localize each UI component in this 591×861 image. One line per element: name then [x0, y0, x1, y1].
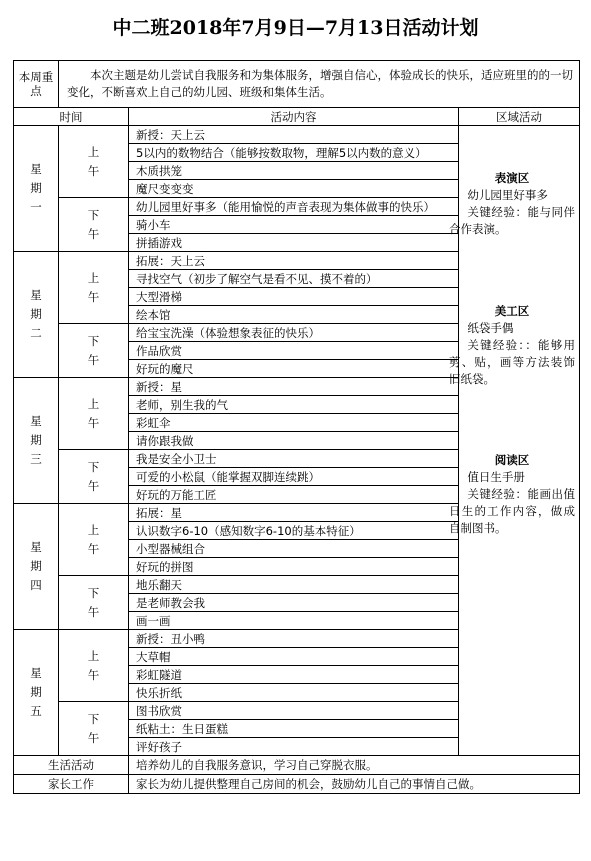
activity-cell: 好玩的万能工匠: [129, 486, 459, 504]
half-day-label-char: 午: [87, 352, 100, 367]
morning-label: [59, 504, 129, 576]
footer-label: 生活活动: [14, 756, 129, 775]
activity-cell: 骑小车: [129, 216, 459, 234]
activity-cell: 快乐折纸: [129, 684, 459, 702]
activity-cell: 新授：天上云: [129, 126, 459, 144]
area-name: 阅读区: [494, 453, 530, 467]
activity-cell: 地乐翻天: [129, 576, 459, 594]
morning-label: [59, 252, 129, 324]
area-key-experience: 关键经验：：能够用剪、贴，画等方法装饰旧纸袋。: [449, 338, 575, 386]
area-name: 表演区: [494, 171, 530, 185]
afternoon-label: [59, 702, 129, 756]
half-day-label-char: 下: [87, 585, 100, 600]
day-label-char: 一: [30, 200, 42, 214]
half-day-label-char: 午: [87, 478, 100, 493]
day-label-char: 二: [30, 326, 42, 340]
half-day-label-char: 午: [87, 163, 100, 178]
activity-cell: 请你跟我做: [129, 432, 459, 450]
day-label-char: 星: [30, 414, 42, 428]
day-label-char: 期: [30, 685, 42, 699]
area-key-experience: 关键经验：能画出值日生的工作内容，做成自制图书。: [449, 487, 575, 535]
day-label-thu: [14, 504, 59, 630]
morning-label: [59, 126, 129, 198]
footer-row: [14, 775, 580, 794]
activity-cell: 给宝宝洗澡（体验想象表征的快乐）: [129, 324, 459, 342]
focus-label: 本周重点: [14, 61, 59, 108]
afternoon-label: [59, 198, 129, 252]
area-key-experience: 关键经验：能与同伴合作表演。: [449, 205, 575, 236]
area-block: [449, 303, 575, 388]
activity-cell: 评好孩子: [129, 738, 459, 756]
afternoon-label: [59, 450, 129, 504]
activity-row: [14, 126, 580, 144]
activity-cell: 5以内的数物结合（能够按数取物，理解5以内数的意义）: [129, 144, 459, 162]
activity-cell: 大型滑梯: [129, 288, 459, 306]
day-label-char: 星: [30, 666, 42, 680]
half-day-label-char: 下: [87, 333, 100, 348]
half-day-label-char: 下: [87, 459, 100, 474]
footer-text: 培养幼儿的自我服务意识，学习自己穿脱衣服。: [129, 756, 580, 775]
half-day-label-char: 下: [87, 711, 100, 726]
area-activity: 纸袋手偶: [467, 321, 514, 335]
area-block: [449, 170, 575, 238]
footer-label: 家长工作: [14, 775, 129, 794]
day-label-char: 四: [30, 578, 42, 592]
area-block: [449, 452, 575, 537]
half-day-label-char: 上: [87, 522, 100, 537]
half-day-label-char: 上: [87, 648, 100, 663]
activity-cell: 是老师教会我: [129, 594, 459, 612]
half-day-label-char: 上: [87, 270, 100, 285]
half-day-label-char: 午: [87, 730, 100, 745]
half-day-label-char: 午: [87, 226, 100, 241]
activity-cell: 好玩的魔尺: [129, 360, 459, 378]
day-label-tue: [14, 252, 59, 378]
header-content: 活动内容: [129, 108, 459, 126]
day-label-fri: [14, 630, 59, 756]
half-day-label-char: 下: [87, 207, 100, 222]
day-label-char: 星: [30, 162, 42, 176]
day-label-char: 星: [30, 540, 42, 554]
area-activity: 值日生手册: [467, 470, 525, 484]
half-day-label-char: 上: [87, 396, 100, 411]
activity-cell: 绘本馆: [129, 306, 459, 324]
activity-cell: 图书欣赏: [129, 702, 459, 720]
activity-cell: 魔尺变变变: [129, 180, 459, 198]
activity-cell: 幼儿园里好事多（能用愉悦的声音表现为集体做事的快乐）: [129, 198, 459, 216]
activity-cell: 作品欣赏: [129, 342, 459, 360]
header-time: 时间: [14, 108, 129, 126]
header-area: 区域活动: [459, 108, 580, 126]
activity-cell: 新授：丑小鸭: [129, 630, 459, 648]
half-day-label-char: 上: [87, 144, 100, 159]
activity-cell: 拓展：星: [129, 504, 459, 522]
day-label-char: 期: [30, 433, 42, 447]
half-day-label-char: 午: [87, 541, 100, 556]
activity-cell: 大草帽: [129, 648, 459, 666]
activity-cell: 拓展：天上云: [129, 252, 459, 270]
day-label-mon: [14, 126, 59, 252]
area-activity: 幼儿园里好事多: [467, 188, 548, 202]
activity-cell: 画一画: [129, 612, 459, 630]
activity-cell: 可爱的小松鼠（能掌握双脚连续跳）: [129, 468, 459, 486]
day-label-char: 期: [30, 307, 42, 321]
activity-cell: 我是安全小卫士: [129, 450, 459, 468]
area-name: 美工区: [494, 304, 530, 318]
day-label-wed: [14, 378, 59, 504]
activity-cell: 拼插游戏: [129, 234, 459, 252]
activity-cell: 老师，别生我的气: [129, 396, 459, 414]
footer-text: 家长为幼儿提供整理自己房间的机会，鼓励幼儿自己的事情自己做。: [129, 775, 580, 794]
half-day-label-char: 午: [87, 289, 100, 304]
day-label-char: 星: [30, 288, 42, 302]
activity-cell: 纸粘土：生日蛋糕: [129, 720, 459, 738]
focus-row: [14, 61, 580, 108]
activity-cell: 彩虹伞: [129, 414, 459, 432]
half-day-label-char: 午: [87, 415, 100, 430]
focus-text: 本次主题是幼儿尝试自我服务和为集体服务，增强自信心，体验成长的快乐，适应班里的的一切变化，不断喜欢上自己的幼儿园、班级和集体生活。: [59, 61, 580, 108]
activity-cell: 认识数字6-10（感知数字6-10的基本特征）: [129, 522, 459, 540]
day-label-char: 期: [30, 559, 42, 573]
activity-cell: 新授：星: [129, 378, 459, 396]
day-label-char: 五: [30, 704, 42, 718]
activity-cell: 木质拱笼: [129, 162, 459, 180]
activity-cell: 寻找空气（初步了解空气是看不见、摸不着的）: [129, 270, 459, 288]
header-row: [14, 108, 580, 126]
activity-cell: 彩虹隧道: [129, 666, 459, 684]
activity-cell: 好玩的拼图: [129, 558, 459, 576]
activity-cell: 小型器械组合: [129, 540, 459, 558]
half-day-label-char: 午: [87, 604, 100, 619]
footer-row: [14, 756, 580, 775]
page-title: 中二班2018年7月9日—7月13日活动计划: [112, 17, 479, 39]
half-day-label-char: 午: [87, 667, 100, 682]
morning-label: [59, 378, 129, 450]
afternoon-label: [59, 576, 129, 630]
morning-label: [59, 630, 129, 702]
day-label-char: 期: [30, 181, 42, 195]
afternoon-label: [59, 324, 129, 378]
day-label-char: 三: [30, 452, 42, 466]
